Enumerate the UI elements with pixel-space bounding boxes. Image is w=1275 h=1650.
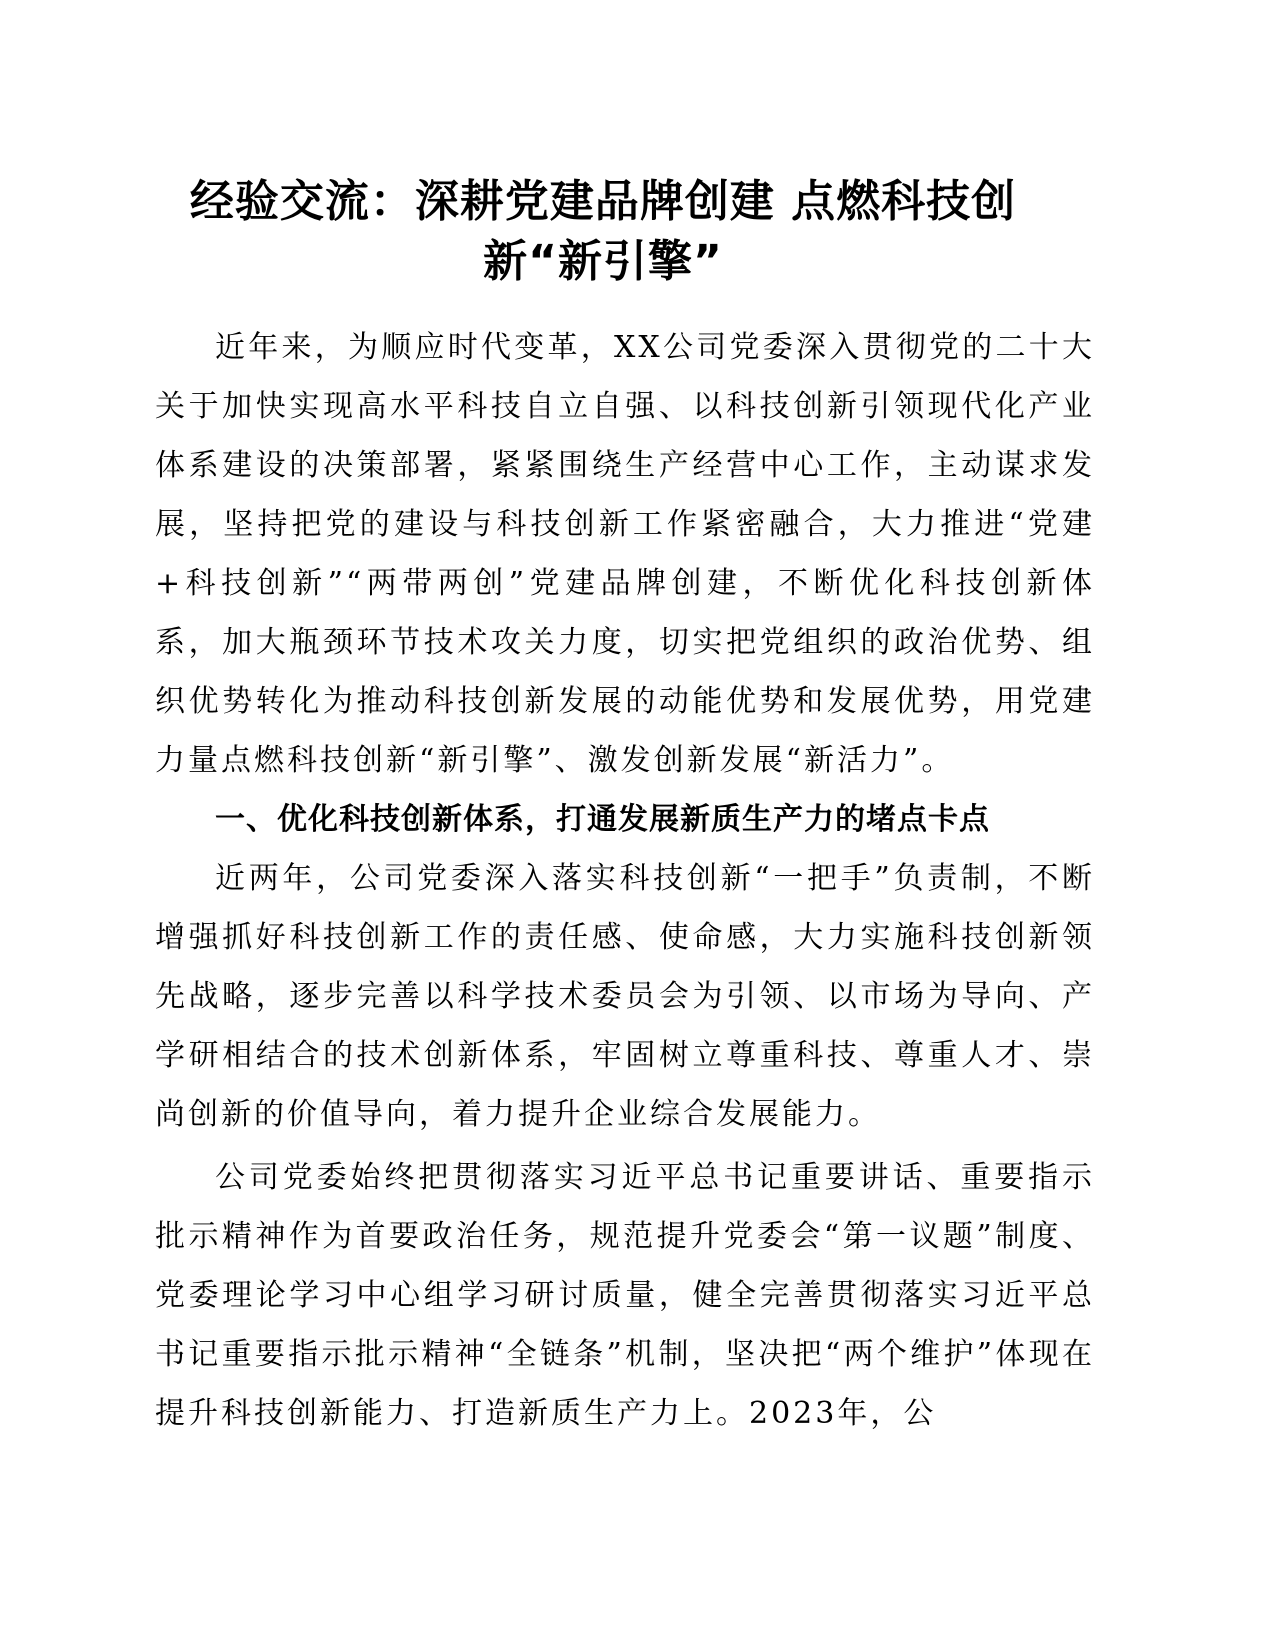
title-line-2: 新“新引擎” <box>483 236 723 287</box>
intro-paragraph: 近年来，为顺应时代变革，XX公司党委深入贯彻党的二十大关于加快实现高水平科技自立自强、以科技创新引领现代化产业体系建设的决策部署，紧紧围绕生产经营中心工作，主动谋求发展，坚持把党的建设与科技创新工作紧密融合，大力推进“党建+科技创新”“两带两创”党建品牌创建，不断优化科技创新体系，加大瓶颈环节技术攻关力度，切实把党组织的政治优势、组织优势转化为推动科技创新发展的动能优势和发展优势，用党建力量点燃科技创新“新引擎”、激发创新发展“新活力”。 <box>155 330 1095 778</box>
body-paragraph-2: 公司党委始终把贯彻落实习近平总书记重要讲话、重要指示批示精神作为首要政治任务，规范提升党委会“第一议题”制度、党委理论学习中心组学习研讨质量，健全完善贯彻落实习近平总书记重要指示批示精神“全链条”机制，坚决把“两个维护”体现在提升科技创新能力、打造新质生产力上。2023年，公 <box>155 1160 1095 1431</box>
body-paragraph-1: 近两年，公司党委深入落实科技创新“一把手”负责制，不断增强抓好科技创新工作的责任感、使命感，大力实施科技创新领先战略，逐步完善以科学技术委员会为引领、以市场为导向、产学研相结合的技术创新体系，牢固树立尊重科技、尊重人才、崇尚创新的价值导向，着力提升企业综合发展能力。 <box>155 861 1095 1132</box>
document-body <box>155 318 1095 1443</box>
section-heading-1: 一、优化科技创新体系，打通发展新质生产力的堵点卡点 <box>215 802 990 837</box>
document-title <box>150 172 1056 292</box>
title-line-1: 经验交流：深耕党建品牌创建 点燃科技创 <box>189 176 1017 227</box>
